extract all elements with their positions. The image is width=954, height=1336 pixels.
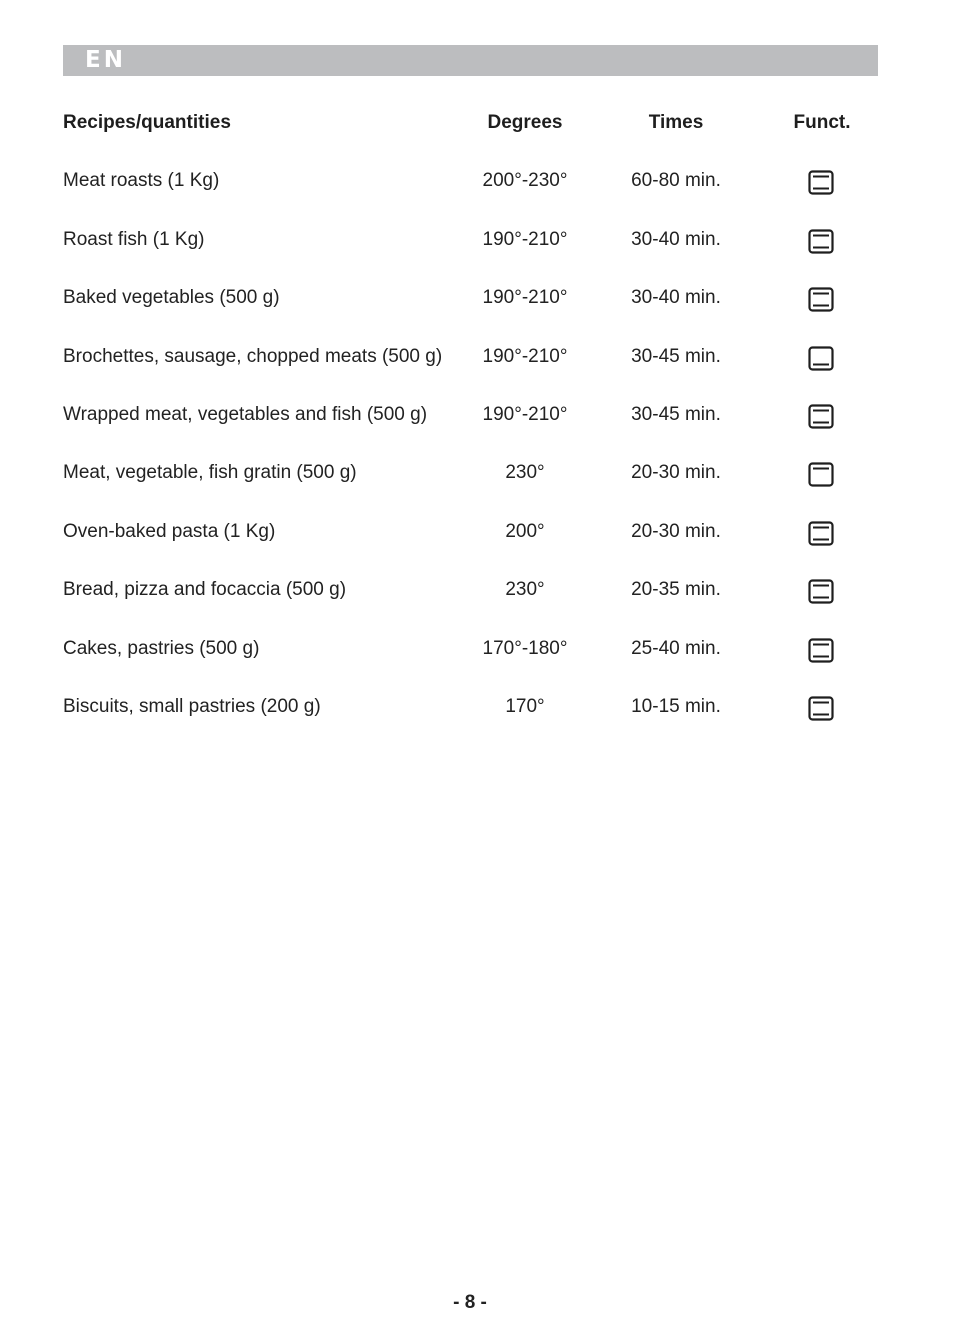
table-header (63, 108, 863, 166)
recipe-cell: Roast fish (1 Kg) (63, 228, 205, 250)
bottom-heat-icon (808, 346, 834, 371)
top-bottom-heat-icon (808, 287, 834, 312)
table-row (63, 342, 863, 400)
time-cell: 30-40 min. (631, 287, 721, 309)
column-header-degrees: Degrees (487, 112, 563, 133)
recipe-cell: Wrapped meat, vegetables and fish (500 g) (63, 403, 428, 425)
time-cell: 30-45 min. (631, 403, 721, 425)
table-row (63, 634, 863, 692)
degrees-cell: 230° (505, 579, 545, 601)
recipe-cell: Cakes, pastries (500 g) (63, 637, 260, 659)
top-heat-icon (808, 462, 834, 487)
table-row (63, 283, 863, 341)
degrees-cell: 170°-180° (482, 637, 568, 659)
recipe-cell: Brochettes, sausage, chopped meats (500 g) (63, 345, 443, 367)
table-body (63, 166, 863, 750)
recipe-cell: Biscuits, small pastries (200 g) (63, 695, 321, 717)
degrees-cell: 170° (505, 695, 545, 717)
column-header-function: Funct. (793, 112, 851, 133)
degrees-cell: 190°-210° (482, 287, 568, 309)
language-code: EN (85, 47, 126, 73)
top-bottom-heat-icon (808, 579, 834, 604)
table-row (63, 692, 863, 750)
top-bottom-heat-icon (808, 638, 834, 663)
recipe-cell: Meat roasts (1 Kg) (63, 170, 220, 192)
recipe-cell: Baked vegetables (500 g) (63, 287, 280, 309)
top-bottom-heat-icon (808, 229, 834, 254)
language-bar (63, 45, 878, 76)
top-bottom-heat-icon (808, 696, 834, 721)
table-row (63, 166, 863, 224)
degrees-cell: 200° (505, 520, 545, 542)
time-cell: 60-80 min. (631, 170, 721, 192)
time-cell: 30-40 min. (631, 228, 721, 250)
column-header-recipes: Recipes/quantities (63, 112, 231, 133)
table-row (63, 575, 863, 633)
degrees-cell: 230° (505, 462, 545, 484)
time-cell: 20-30 min. (631, 462, 721, 484)
table-row (63, 458, 863, 516)
recipe-cell: Bread, pizza and focaccia (500 g) (63, 579, 347, 601)
time-cell: 25-40 min. (631, 637, 721, 659)
recipe-cell: Meat, vegetable, fish gratin (500 g) (63, 462, 357, 484)
column-header-times: Times (648, 112, 704, 133)
table-row (63, 225, 863, 283)
time-cell: 20-35 min. (631, 579, 721, 601)
table-row (63, 400, 863, 458)
degrees-cell: 190°-210° (482, 403, 568, 425)
recipe-cell: Oven-baked pasta (1 Kg) (63, 520, 276, 542)
degrees-cell: 190°-210° (482, 345, 568, 367)
page-number: - 8 - (453, 1292, 487, 1313)
time-cell: 10-15 min. (631, 695, 721, 717)
time-cell: 20-30 min. (631, 520, 721, 542)
top-bottom-heat-icon (808, 404, 834, 429)
degrees-cell: 200°-230° (482, 170, 568, 192)
time-cell: 30-45 min. (631, 345, 721, 367)
table-row (63, 517, 863, 575)
top-bottom-heat-icon (808, 521, 834, 546)
top-bottom-heat-icon (808, 170, 834, 195)
recipe-table (63, 108, 863, 750)
degrees-cell: 190°-210° (482, 228, 568, 250)
